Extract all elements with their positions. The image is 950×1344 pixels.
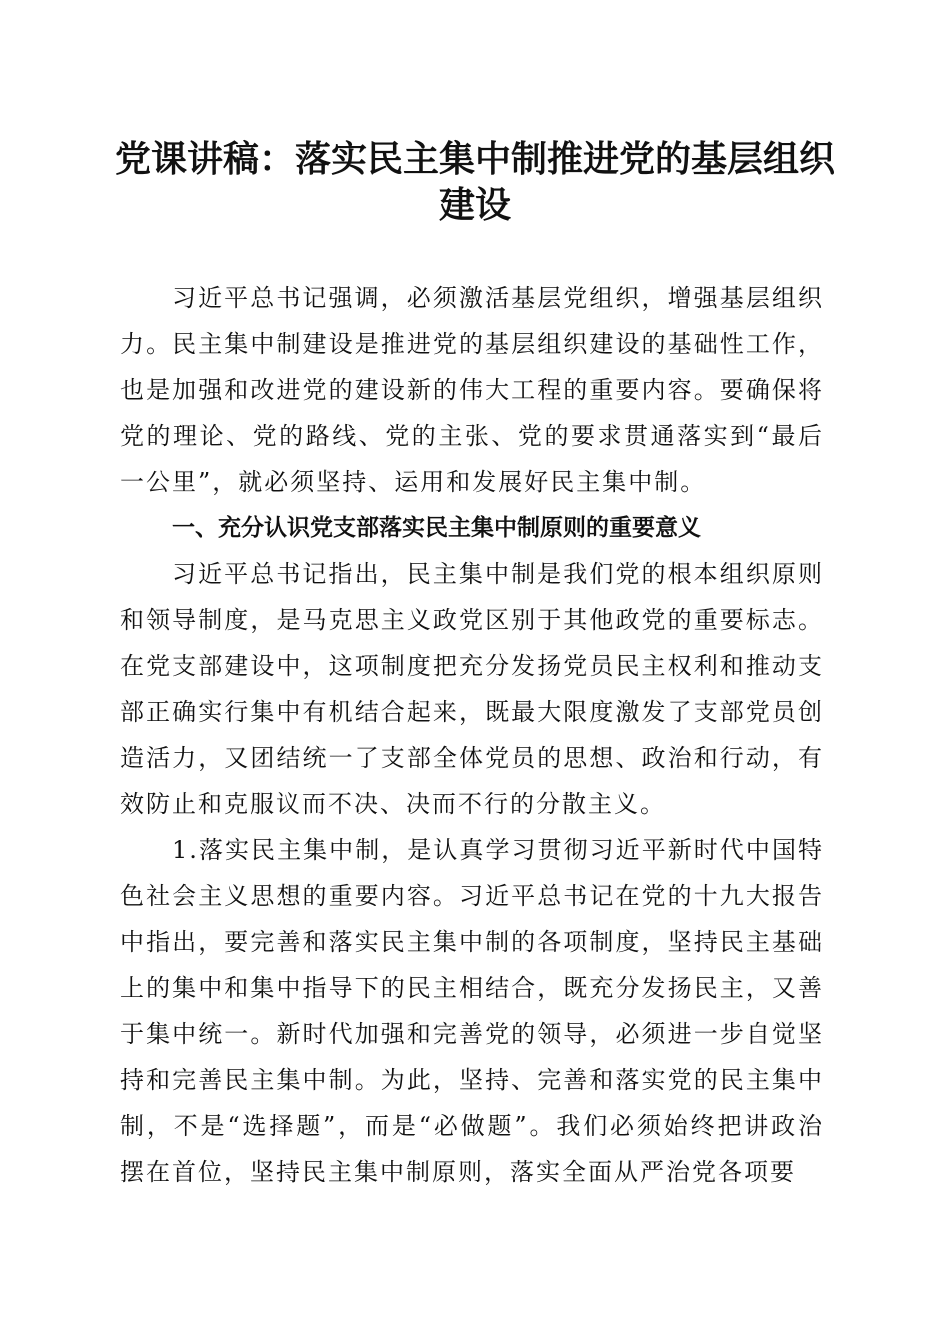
- intro-paragraph: 习近平总书记强调，必须激活基层党组织，增强基层组织力。民主集中制建设是推进党的基层组织建设的基础性工作，也是加强和改进党的建设新的伟大工程的重要内容。要确保将党的理论、党的路线、党的主张、党的要求贯通落实到“最后一公里”，就必须坚持、运用和发展好民主集中制。: [120, 284, 824, 496]
- document-body: [120, 275, 824, 1195]
- section-paragraph: 1.落实民主集中制，是认真学习贯彻习近平新时代中国特色社会主义思想的重要内容。习近平总书记在党的十九大报告中指出，要完善和落实民主集中制的各项制度，坚持民主基础上的集中和集中指导下的民主相结合，既充分发扬民主，又善于集中统一。新时代加强和完善党的领导，必须进一步自觉坚持和完善民主集中制。为此，坚持、完善和落实党的民主集中制，不是“选择题”，而是“必做题”。我们必须始终把讲政治摆在首位，坚持民主集中制原则，落实全面从严治党各项要: [120, 836, 824, 1186]
- section-heading: 一、充分认识党支部落实民主集中制原则的重要意义: [172, 515, 701, 541]
- document-title: 党课讲稿：落实民主集中制推进党的基层组织建设: [114, 138, 835, 226]
- section-paragraph: 习近平总书记指出，民主集中制是我们党的根本组织原则和领导制度，是马克思主义政党区别于其他政党的重要标志。在党支部建设中，这项制度把充分发扬党员民主权利和推动支部正确实行集中有机结合起来，既最大限度激发了支部党员创造活力，又团结统一了支部全体党员的思想、政治和行动，有效防止和克服议而不决、决而不行的分散主义。: [120, 560, 824, 818]
